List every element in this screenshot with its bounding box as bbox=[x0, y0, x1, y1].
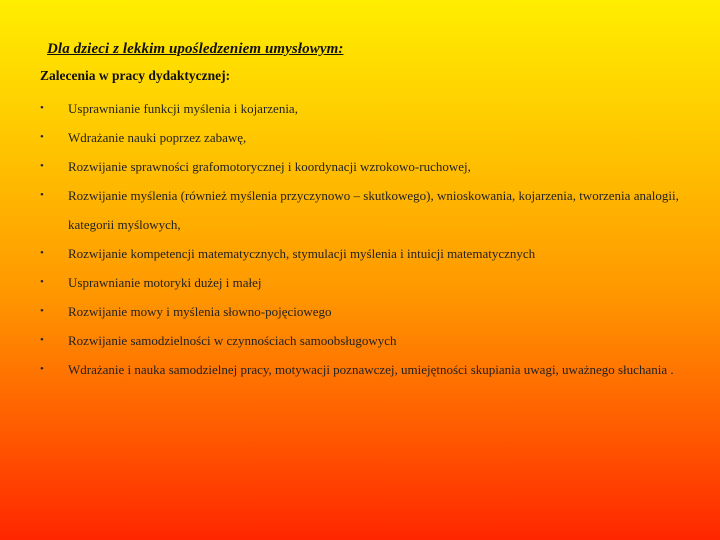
list-item bbox=[40, 94, 680, 123]
slide-title: Dla dzieci z lekkim upośledzeniem umysłowym: bbox=[47, 41, 344, 57]
list-item bbox=[40, 268, 680, 297]
list-item-text: Rozwijanie kompetencji matematycznych, stymulacji myślenia i intuicji matematycznych bbox=[68, 246, 536, 261]
bullet-icon: • bbox=[40, 276, 44, 288]
list-item bbox=[40, 326, 680, 355]
list-item-text: Rozwijanie mowy i myślenia słowno-pojęciowego bbox=[68, 304, 332, 319]
list-item-text: Wdrażanie nauki poprzez zabawę, bbox=[68, 130, 247, 145]
list-item-text: Rozwijanie myślenia (również myślenia przyczynowo – skutkowego), wnioskowania, kojarzenia, tworzenia analogii, kategorii myślowych, bbox=[68, 188, 679, 232]
list-item-text: Rozwijanie sprawności grafomotorycznej i koordynacji wzrokowo-ruchowej, bbox=[68, 159, 471, 174]
list-item-text: Usprawnianie motoryki dużej i małej bbox=[68, 275, 262, 290]
list-item-text: Usprawnianie funkcji myślenia i kojarzenia, bbox=[68, 101, 298, 116]
recommendations-list bbox=[40, 94, 680, 384]
bullet-icon: • bbox=[40, 160, 44, 172]
bullet-icon: • bbox=[40, 102, 44, 114]
bullet-icon: • bbox=[40, 247, 44, 259]
bullet-icon: • bbox=[40, 334, 44, 346]
slide-subtitle: Zalecenia w pracy dydaktycznej: bbox=[40, 68, 231, 83]
list-item bbox=[40, 355, 680, 384]
bullet-icon: • bbox=[40, 305, 44, 317]
bullet-icon: • bbox=[40, 363, 44, 375]
list-item-text: Rozwijanie samodzielności w czynnościach samoobsługowych bbox=[68, 333, 397, 348]
list-item bbox=[40, 239, 680, 268]
list-item bbox=[40, 181, 680, 239]
list-item bbox=[40, 123, 680, 152]
list-item bbox=[40, 297, 680, 326]
list-item bbox=[40, 152, 680, 181]
list-item-text: Wdrażanie i nauka samodzielnej pracy, motywacji poznawczej, umiejętności skupiania uwagi, uważnego słuchania . bbox=[68, 362, 674, 377]
bullet-icon: • bbox=[40, 131, 44, 143]
bullet-icon: • bbox=[40, 189, 44, 201]
